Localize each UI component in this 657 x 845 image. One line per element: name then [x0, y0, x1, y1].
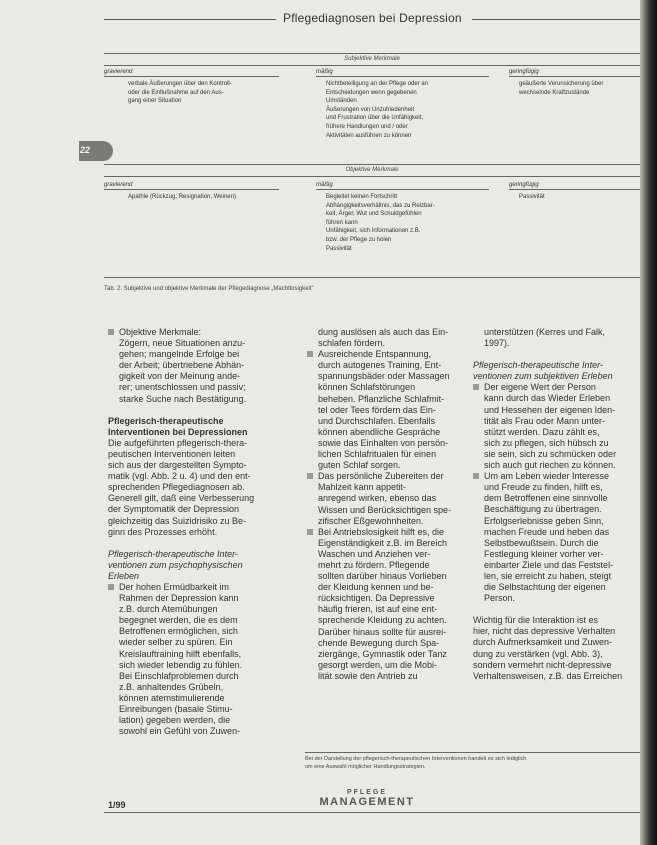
- text-column-1: Objektive Merkmale: Zögern, neue Situationen anzu- gehen; mangelnde Erfolge bei der Arbeit; übertriebene Abhän- gigkeit von der Meinung ande- rer; unentschlossen und passiv; starke Suche nach Bestätigung. Pflegerisch-therapeutische Interventionen bei Depressionen Die aufgeführten pflegerisch-thera- peutischen Interventionen leiten sich aus der dargestellten Sympto- matik (vgl. Abb. 2 u. 4) und den ent- sprechenden Pflegediagnosen ab. Generell gilt, daß eine Verbesserung der Symptomatik der Depression gleichzeitig das Suizidrisiko zu Be- ginn des Prozesses erhöht. Pflegerisch-therapeutische Inter- ventionen zum psychophysischen Erleben Der hohen Ermüdbarkeit im Rahmen der Depression kann z.B. durch Atemübungen begegnet werden, die es dem Betroffenen ermöglichen, sich wieder selber zu spüren. Ein Kreislauftraining hilft ebenfalls, sich wieder lebendig zu fühlen. Bei Einschlafproblemen durch z.B. anhaltendes Grübeln, können atemstimulierende Einreibungen (basale Stimu- lation) gegeben werden, die sowohl ein Gefühl von Zuwen-: [108, 327, 255, 737]
- obj-geringfuegig-text: Passivität: [519, 194, 545, 200]
- table-bottom-rule: [104, 277, 640, 278]
- subj-gravierend-label: gravierend: [104, 69, 133, 75]
- subj-geringfuegig-label: geringfügig: [509, 69, 539, 75]
- header-rule-left: [104, 19, 276, 20]
- bullet-square-icon: [307, 529, 313, 535]
- subj-maessig-text: Nichtbeteiligung an der Pflege oder an Entscheidungen wenn gegebenen Umständen Äußerungen von Unzufriedenheit und Frustration über die Unfähigkeit, frühere Handlungen und / oder Aktivitäten ausführen zu können: [326, 81, 429, 139]
- objective-section-head: Objektive Merkmale: [345, 167, 399, 173]
- table-rule: [104, 189, 279, 190]
- table-rule: [316, 189, 489, 190]
- bullet-square-icon: [307, 473, 313, 479]
- table-rule: [104, 76, 279, 77]
- footer-rule: [104, 812, 640, 813]
- bullet-square-icon: [307, 351, 313, 357]
- table-top-rule: [104, 53, 640, 54]
- bullet-item: Ausreichende Entspannung,: [307, 349, 451, 360]
- subj-gravierend-text: verbale Äußerungen über den Kontroll- oder die Einflußnahme auf den Aus- gang einer Situation: [128, 81, 232, 105]
- bullet-item: Der hohen Ermüdbarkeit im: [108, 582, 254, 593]
- section-heading: Pflegerisch-therapeutische Inter-: [108, 548, 238, 559]
- page-gutter-shadow: [640, 0, 657, 845]
- subj-maessig-label: mäßig: [316, 69, 333, 75]
- table-caption: Tab. 2: Subjektive und objektive Merkmale der Pflegediagnose „Machtlosigkeit": [104, 286, 314, 292]
- side-tab-number: 22: [80, 145, 91, 155]
- bullet-square-icon: [108, 329, 114, 335]
- table-rule: [509, 189, 640, 190]
- bullet-item: Um am Leben wieder Interesse: [473, 471, 622, 482]
- subj-geringfuegig-text: geäußerte Verunsicherung über wechselnde Kraftzustände: [519, 81, 604, 96]
- bullet-item: Objektive Merkmale:: [108, 327, 254, 338]
- obj-gravierend-label: gravierend: [104, 182, 133, 188]
- footnote: Bei der Darstellung der pflegerisch-therapeutischen Interventionen handelt es sich lediglich um eine Auswahl möglicher Handlungsstrategien.: [305, 756, 527, 770]
- bullet-item: Der eigene Wert der Person: [473, 382, 622, 393]
- feature-table: [104, 53, 640, 278]
- table-rule: [104, 176, 640, 177]
- magazine-logo: PFLEGE MANAGEMENT: [319, 789, 415, 808]
- bullet-square-icon: [108, 584, 114, 590]
- bullet-square-icon: [473, 384, 479, 390]
- obj-maessig-label: mäßig: [316, 182, 333, 188]
- bullet-square-icon: [473, 473, 479, 479]
- bullet-item: Das persönliche Zubereiten der: [307, 471, 451, 482]
- text-column-3: unterstützen (Kerres und Falk, 1997). Pflegerisch-therapeutische Inter- ventionen zum subjektiven Erleben Der eigene Wert der Person kann durch das Wieder Erleben und Hessehen der eigenen Iden- tität als Frau oder Mann unter- stützt werden. Dazu zählt es, sich zu pflegen, sich hübsch zu sie sein, sich zu schmücken oder sich auch gut riechen zu können. Um am Leben wieder Interesse und Freude zu finden, hilft es, dem Betroffenen eine sinnvolle Beschäftigung zu übertragen. Erfolgserlebnisse geben Sinn, machen Freude und heben das Selbstbewußtsein. Durch die Festlegung kleiner vorher ver- einbarter Ziele und das Feststel- len, sie erreicht zu haben, steigt die Selbstachtung der eigenen Person. Wichtig für die Interaktion ist es hier, nicht das depressive Verhalten durch Aufmerksamkeit und Zuwen- dung zu verstärken (vgl. Abb. 3), sondern vermehrt nicht-depressive Verhaltensweisen, z.B. das Erreichen: [473, 327, 623, 681]
- text-column-2: dung auslösen als auch das Ein- schlafen fördern. Ausreichende Entspannung, durch autogenes Training, Ent- spannungsbäder oder Massagen können Schlafstörungen beheben. Pflanzliche Schlafmit- tel oder Tees fördern das Ein- und Durchschlafen. Ebenfalls können abendliche Gespräche sowie das Einhalten von persön- lichen Schlafritualen für einen guten Schlaf sorgen. Das persönliche Zubereiten der Mahlzeit kann appetit- anregend wirken, ebenso das Wissen und Berücksichtigen spe- zifischer Eßgewohnheiten. Bei Antriebslosigkeit hilft es, die Eigenständigkeit z.B. im Bereich Waschen und Anziehen ver- mehrt zu fördern. Pflegende sollten darüber hinaus Vorlieben der Kleidung kennen und be- rücksichtigen. Da Depressive häufig frieren, ist auf eine ent- sprechende Kleidung zu achten. Darüber hinaus sollte für ausrei- chende Bewegung durch Spa- ziergänge, Gymnastik oder Tanz gesorgt werden, um die Mobi- lität sowie den Antrieb zu: [307, 327, 451, 682]
- table-rule: [509, 76, 640, 77]
- page-number: 1/99: [108, 800, 126, 810]
- table-rule: [104, 164, 640, 165]
- header-rule-right: [472, 19, 640, 20]
- subjective-section-head: Subjektive Merkmale: [344, 56, 400, 62]
- obj-maessig-text: Begleitet keinen Fortschritt Abhängigkeitsverhältnis, das zu Reizbar- keit, Ärger, Wut und Schuldgefühlen führen kann Unfähigkeit, sich Informationen z.B. bzw. der Pflege zu holen Passivität: [326, 194, 435, 252]
- table-rule: [104, 65, 640, 66]
- section-heading: Pflegerisch-therapeutische: [108, 415, 224, 426]
- section-heading: Pflegerisch-therapeutische Inter-: [473, 360, 603, 371]
- footnote-rule: [305, 752, 640, 753]
- table-rule: [316, 76, 489, 77]
- obj-geringfuegig-label: geringfügig: [509, 182, 539, 188]
- bullet-item: Bei Antriebslosigkeit hilft es, die: [307, 527, 451, 538]
- obj-gravierend-text: Apathie (Rückzug, Resignation, Weinen): [128, 194, 236, 200]
- page-header-title: Pflegediagnosen bei Depression: [283, 11, 462, 25]
